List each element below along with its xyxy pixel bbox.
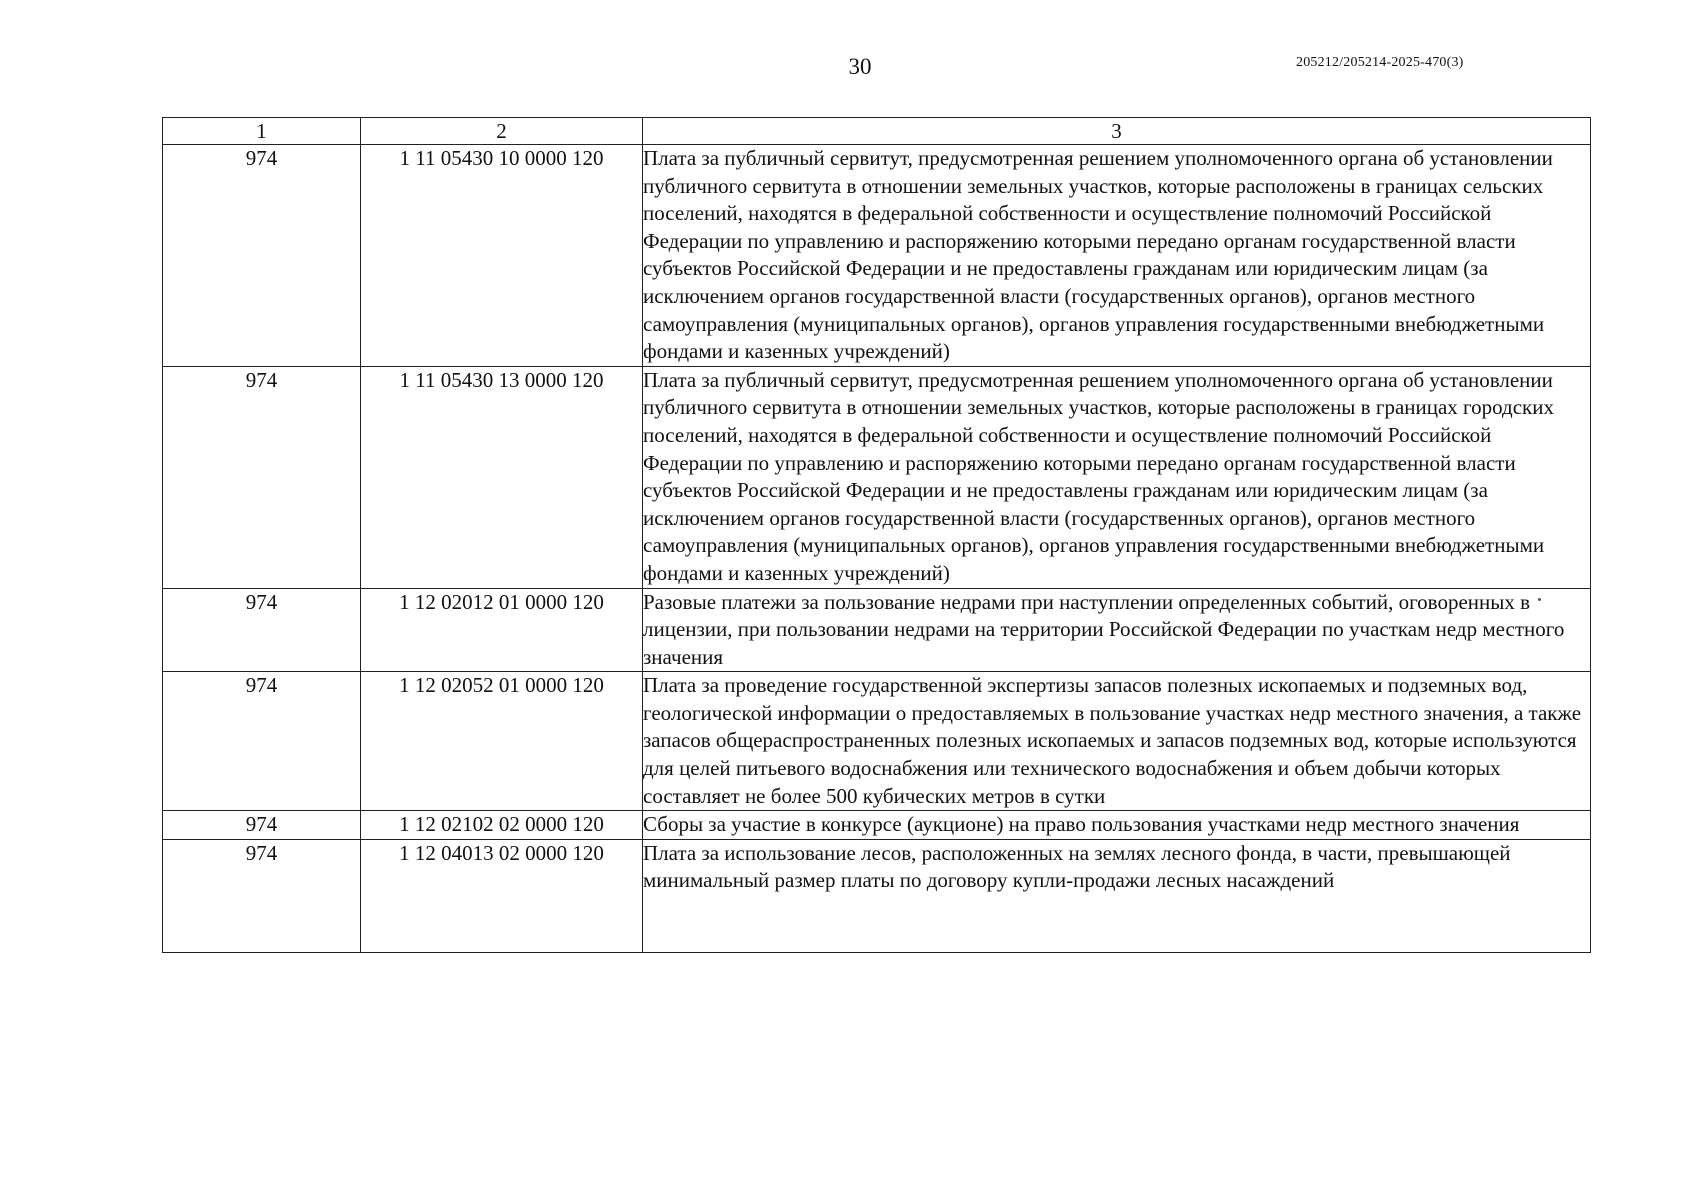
column-header-2: 2 — [361, 118, 643, 145]
table-row — [163, 839, 1591, 952]
table-header-row — [163, 118, 1591, 145]
table-row — [163, 672, 1591, 811]
budget-code-cell: 1 12 02052 01 0000 120 — [361, 672, 643, 811]
description-cell: Плата за публичный сервитут, предусмотренная решением уполномоченного органа об установлении публичного сервитута в отношении земельных участков, которые расположены в границах сельских поселений, находятся в федеральной собственности и осуществление полномочий Российской Федерации по управлению и распоряжению которыми передано органам государственной власти субъектов Российской Федерации и не предоставлены гражданам или юридическим лицам (за исключением органов государственной власти (государственных органов), органов местного самоуправления (муниципальных органов), органов управления государственными внебюджетными фондами и казенных учреждений) — [643, 145, 1591, 367]
admin-code-cell: 974 — [163, 672, 361, 811]
revenue-code-table — [162, 117, 1591, 953]
page-number: 30 — [848, 54, 872, 79]
budget-code-cell: 1 12 04013 02 0000 120 — [361, 839, 643, 952]
admin-code-cell: 974 — [163, 366, 361, 588]
admin-code-cell: 974 — [163, 588, 361, 672]
table-row — [163, 366, 1591, 588]
admin-code-cell: 974 — [163, 811, 361, 840]
admin-code-cell: 974 — [163, 839, 361, 952]
description-cell: Разовые платежи за пользование недрами при наступлении определенных событий, оговоренных в лицензии, при пользовании недрами на территории Российской Федерации по участкам недр местного значения — [643, 588, 1591, 672]
description-cell: Сборы за участие в конкурсе (аукционе) на право пользования участками недр местного значения — [643, 811, 1591, 840]
admin-code-cell: 974 — [163, 145, 361, 367]
budget-code-cell: 1 11 05430 10 0000 120 — [361, 145, 643, 367]
column-header-1: 1 — [163, 118, 361, 145]
table-row — [163, 588, 1591, 672]
budget-code-cell: 1 12 02102 02 0000 120 — [361, 811, 643, 840]
scan-speck — [1538, 598, 1541, 601]
budget-code-cell: 1 12 02012 01 0000 120 — [361, 588, 643, 672]
table-row — [163, 811, 1591, 840]
column-header-3: 3 — [643, 118, 1591, 145]
table-row — [163, 145, 1591, 367]
budget-code-cell: 1 11 05430 13 0000 120 — [361, 366, 643, 588]
description-cell: Плата за проведение государственной экспертизы запасов полезных ископаемых и подземных вод, геологической информации о предоставляемых в пользование участках недр местного значения, а также запасов общераспространенных полезных ископаемых и запасов подземных вод, которые используются для целей питьевого водоснабжения или технического водоснабжения и объем добычи которых составляет не более 500 кубических метров в сутки — [643, 672, 1591, 811]
description-cell: Плата за использование лесов, расположенных на землях лесного фонда, в части, превышающей минимальный размер платы по договору купли-продажи лесных насаждений — [643, 839, 1591, 952]
description-cell: Плата за публичный сервитут, предусмотренная решением уполномоченного органа об установлении публичного сервитута в отношении земельных участков, которые расположены в границах городских поселений, находятся в федеральной собственности и осуществление полномочий Российской Федерации по управлению и распоряжению которыми передано органам государственной власти субъектов Российской Федерации и не предоставлены гражданам или юридическим лицам (за исключением органов государственной власти (государственных органов), органов местного самоуправления (муниципальных органов), органов управления государственными внебюджетными фондами и казенных учреждений) — [643, 366, 1591, 588]
document-id: 205212/205214-2025-470(3) — [1296, 55, 1464, 70]
